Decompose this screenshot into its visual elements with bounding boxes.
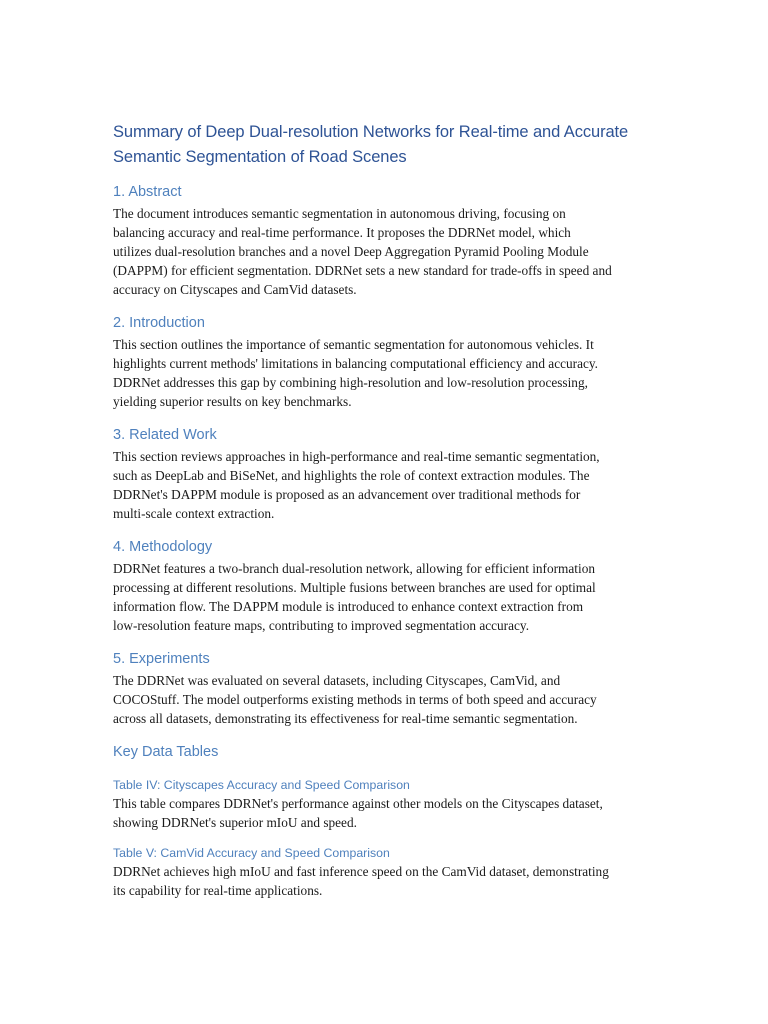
section-body	[113, 559, 658, 635]
body-line: such as DeepLab and BiSeNet, and highlights the role of context extraction modules. The	[113, 468, 590, 483]
body-line: yielding superior results on key benchmarks.	[113, 394, 352, 409]
table-description	[113, 794, 658, 832]
body-line: This table compares DDRNet's performance against other models on the Cityscapes dataset,	[113, 796, 603, 811]
body-line: balancing accuracy and real-time performance. It proposes the DDRNet model, which	[113, 225, 571, 240]
key-data-tables-heading: Key Data Tables	[113, 744, 219, 760]
section-body	[113, 204, 658, 299]
section	[113, 537, 658, 635]
body-line: multi-scale context extraction.	[113, 506, 275, 521]
section	[113, 182, 658, 299]
section-heading: 3. Related Work	[113, 427, 217, 443]
body-line: its capability for real-time applications.	[113, 883, 323, 898]
body-line: COCOStuff. The model outperforms existing methods in terms of both speed and accuracy	[113, 692, 597, 707]
body-line: The DDRNet was evaluated on several datasets, including Cityscapes, CamVid, and	[113, 673, 561, 688]
body-line: processing at different resolutions. Multiple fusions between branches are used for optimal	[113, 580, 596, 595]
body-line: showing DDRNet's superior mIoU and speed.	[113, 815, 357, 830]
section-heading: 1. Abstract	[113, 184, 182, 200]
body-line: DDRNet achieves high mIoU and fast inference speed on the CamVid dataset, demonstrating	[113, 864, 609, 879]
section-heading: 2. Introduction	[113, 315, 205, 331]
section	[113, 649, 658, 728]
document-title-line-1: Summary of Deep Dual-resolution Networks for Real-time and Accurate	[113, 123, 629, 141]
table-title: Table IV: Cityscapes Accuracy and Speed Comparison	[113, 778, 410, 792]
body-line: information flow. The DAPPM module is introduced to enhance context extraction from	[113, 599, 584, 614]
section	[113, 425, 658, 523]
tables-list	[113, 776, 658, 900]
body-line: DDRNet features a two-branch dual-resolution network, allowing for efficient information	[113, 561, 595, 576]
body-line: This section reviews approaches in high-performance and real-time semantic segmentation,	[113, 449, 600, 464]
body-line: accuracy on Cityscapes and CamVid datasets.	[113, 282, 357, 297]
section-heading: 4. Methodology	[113, 539, 213, 555]
document-title-line-2: Semantic Segmentation of Road Scenes	[113, 148, 407, 166]
section-heading: 5. Experiments	[113, 651, 210, 667]
table-title: Table V: CamVid Accuracy and Speed Comparison	[113, 846, 390, 860]
body-line: low-resolution feature maps, contributing to improved segmentation accuracy.	[113, 618, 530, 633]
document-page	[113, 120, 658, 912]
table-description	[113, 862, 658, 900]
key-data-tables-section	[113, 742, 658, 900]
document-title	[113, 120, 658, 170]
section	[113, 313, 658, 411]
body-line: (DAPPM) for efficient segmentation. DDRNet sets a new standard for trade-offs in speed and	[113, 263, 612, 278]
body-line: DDRNet's DAPPM module is proposed as an advancement over traditional methods for	[113, 487, 581, 502]
body-line: across all datasets, demonstrating its effectiveness for real-time semantic segmentation.	[113, 711, 578, 726]
body-line: DDRNet addresses this gap by combining high-resolution and low-resolution processing,	[113, 375, 588, 390]
sections	[113, 182, 658, 728]
body-line: utilizes dual-resolution branches and a novel Deep Aggregation Pyramid Pooling Module	[113, 244, 589, 259]
section-body	[113, 671, 658, 728]
section-body	[113, 335, 658, 411]
body-line: The document introduces semantic segmentation in autonomous driving, focusing on	[113, 206, 566, 221]
section-body	[113, 447, 658, 523]
body-line: highlights current methods' limitations in balancing computational efficiency and accuracy.	[113, 356, 598, 371]
body-line: This section outlines the importance of semantic segmentation for autonomous vehicles. It	[113, 337, 594, 352]
